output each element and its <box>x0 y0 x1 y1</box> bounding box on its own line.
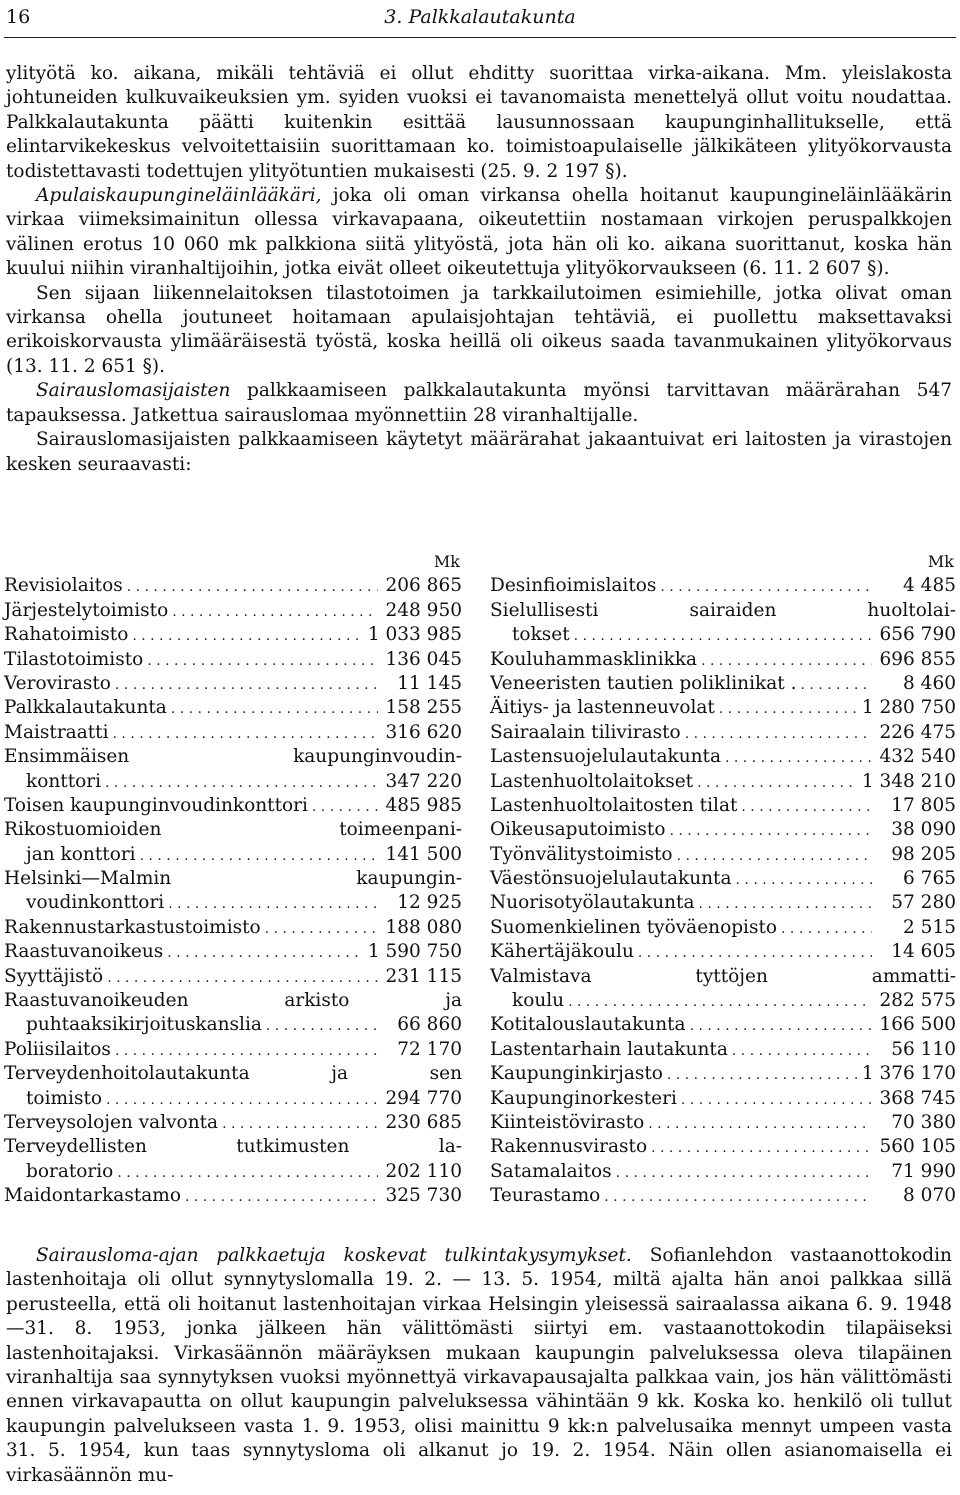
leader-dots <box>616 1161 872 1185</box>
row-value: 432 540 <box>879 746 956 768</box>
row-label: Kiinteistövirasto <box>490 1111 645 1133</box>
row-label: Kouluhammasklinikka <box>490 648 698 670</box>
currency-header: Mk <box>927 552 954 571</box>
row-value: 38 090 <box>891 819 956 841</box>
leader-dots <box>667 1063 858 1087</box>
leader-dots <box>699 892 873 916</box>
table-row <box>490 916 956 940</box>
leader-dots <box>669 819 872 843</box>
row-value: 158 255 <box>385 697 462 719</box>
row-label: Verovirasto <box>4 672 111 694</box>
leader-dots <box>172 600 378 624</box>
row-label: Poliisilaitos <box>4 1038 111 1060</box>
header-rule <box>4 37 956 38</box>
row-value: 4 485 <box>903 575 956 597</box>
leader-dots <box>115 673 378 697</box>
table-row <box>4 623 462 647</box>
row-label: Revisiolaitos <box>4 575 123 597</box>
row-label: Kotitalouslautakunta <box>490 1014 686 1036</box>
paragraph-rest: joka oli oman virkansa ohella hoitanut kaupungineläinlääkärin virkaa viimeksimainitun ollessa virkavapaana, oikeutettiin nostamaan virkojen peruspalkkojen välinen erotus 10 060 mk palkkiona siitä ylityöstä, jota hän oli ko. aikana suorittanut, koska hän kuului niihin viranhaltijoihin, jotka eivät olleet oikeutettuja ylityökorvaukseen (6. 11. 2 607 §). <box>6 185 952 280</box>
table-row <box>4 1038 462 1062</box>
row-value: 1 280 750 <box>861 697 956 719</box>
table-row <box>490 1087 956 1111</box>
leader-dots <box>651 1136 872 1160</box>
row-label: Raastuvanoikeus <box>4 941 164 963</box>
currency-header: Mk <box>433 552 460 571</box>
table-row <box>4 672 462 696</box>
row-value: 294 770 <box>385 1087 462 1109</box>
table-row <box>4 1184 462 1208</box>
table-row <box>4 940 462 964</box>
leader-dots <box>800 673 872 697</box>
table-row <box>490 891 956 915</box>
row-label: Väestönsuojelulautakunta <box>490 868 732 890</box>
row-label: Teurastamo <box>490 1185 601 1207</box>
table-row <box>490 794 956 818</box>
row-value: 1 376 170 <box>861 1063 956 1085</box>
leader-dots <box>140 844 378 868</box>
row-value: 12 925 <box>397 892 462 914</box>
table-row <box>4 867 462 916</box>
table-row <box>490 940 956 964</box>
row-value: 70 380 <box>891 1111 956 1133</box>
row-label: Helsinki—Malmin kaupungin- <box>4 868 462 890</box>
row-value: 231 115 <box>385 965 462 987</box>
row-value: 6 765 <box>903 868 956 890</box>
table-row <box>4 1062 462 1111</box>
leader-dots <box>732 1039 872 1063</box>
leader-dots <box>725 746 872 770</box>
paragraph-rest: palkkaamiseen palkkalautakunta myönsi tarvittavan määrärahan 547 tapauksessa. Jatkettua sairauslomaa myönnettiin 28 viranhaltijalle. <box>6 380 952 426</box>
paragraph-rest: Sofianlehdon vastaanottokodin lastenhoitaja oli ollut synnytyslomalla 19. 2. — 13. 5. 1954, miltä ajalta hän anoi palkkaa sillä perusteella, että oli hoitanut lastenhoitajan virkaa Helsingin yleisessä sairaalassa aikana 6. 9. 1948—31. 8. 1953, jonka jälkeen hän välittömästi siirtyi em. vastaanottokodin tilapäiseksi lastenhoitajaksi. Virkasäännön määräyksen mukaan kaupungin palveluksessa oleva tilapäinen viranhaltija saa synnytyksen vuoksi myönnettyä virkavapausajalta palkkaa vain, jos hän välittömästi ennen virkavapautta on ollut kaupungin palveluksessa vähintään 9 kk. Koska ko. henkilö oli tullut kaupungin palvelukseen vasta 1. 9. 1953, olisi mainittu 9 kk:n palvelusaika mennyt umpeen vasta 31. 5. 1954, kun taas synnytysloma oli alkanut jo 19. 2. 1954. Näin ollen asianomaisella ei virkasäännön mu- <box>6 1245 952 1486</box>
table-row <box>4 1111 462 1135</box>
row-label: Ensimmäisen kaupunginvoudin- <box>4 746 462 768</box>
table-row <box>4 599 462 623</box>
row-value: 282 575 <box>879 990 956 1012</box>
leader-dots <box>117 1161 378 1185</box>
row-value: 325 730 <box>385 1185 462 1207</box>
leader-dots <box>312 795 378 819</box>
row-label: Kaupunginorkesteri <box>490 1087 677 1109</box>
row-label: Lastenhuoltolaitokset <box>490 770 694 792</box>
row-label: Työnvälitystoimisto <box>490 843 673 865</box>
row-value: 136 045 <box>385 648 462 670</box>
row-label: Sairaalain tilivirasto <box>490 721 681 743</box>
table-row <box>490 721 956 745</box>
right-rows <box>490 574 956 1208</box>
table-row <box>490 696 956 720</box>
leader-dots <box>681 1088 872 1112</box>
leader-dots <box>677 844 872 868</box>
row-label: Lastensuojelulautakunta <box>490 746 721 768</box>
row-value: 72 170 <box>397 1038 462 1060</box>
left-rows <box>4 574 462 1208</box>
row-value: 2 515 <box>903 916 956 938</box>
table-row <box>490 672 956 696</box>
row-label: Terveydenhoitolautakunta ja sen <box>4 1063 462 1085</box>
row-value: 14 605 <box>891 941 956 963</box>
leader-dots <box>113 722 378 746</box>
leader-dots <box>185 1185 378 1209</box>
leader-dots <box>741 795 872 819</box>
table-row <box>490 770 956 794</box>
row-value: 56 110 <box>891 1038 956 1060</box>
row-label: Toisen kaupunginvoudinkonttori <box>4 794 308 816</box>
leader-dots <box>106 1088 378 1112</box>
row-label: Terveydellisten tutkimusten la- <box>4 1136 462 1158</box>
row-value: 560 105 <box>879 1136 956 1158</box>
leader-dots <box>147 649 378 673</box>
paragraph-veterinarian <box>6 184 952 282</box>
row-label: Veneeristen tautien poliklinikat . <box>490 672 797 694</box>
leader-dots <box>167 941 364 965</box>
leader-dots <box>265 917 378 941</box>
row-label: Lastenhuoltolaitosten tilat <box>490 794 738 816</box>
table-row <box>490 1062 956 1086</box>
row-value: 316 620 <box>385 721 462 743</box>
row-label: Järjestelytoimisto <box>4 599 169 621</box>
row-label: Rakennusvirasto <box>490 1136 648 1158</box>
row-value: 206 865 <box>385 575 462 597</box>
leader-dots <box>171 697 378 721</box>
row-label: Rahatoimisto <box>4 624 129 646</box>
row-value: 226 475 <box>879 721 956 743</box>
paragraph-lead: Apulaiskaupungineläinlääkäri, <box>36 185 322 207</box>
row-value: 8 460 <box>903 672 956 694</box>
row-value: 8 070 <box>903 1185 956 1207</box>
row-value: 696 855 <box>879 648 956 670</box>
row-label: Tilastotoimisto <box>4 648 144 670</box>
leader-dots <box>105 771 378 795</box>
table-row <box>4 989 462 1038</box>
row-value: 141 500 <box>385 843 462 865</box>
table-row <box>490 599 956 648</box>
leader-dots <box>781 917 872 941</box>
row-label: Satamalaitos <box>490 1160 612 1182</box>
row-label: tokset <box>512 624 570 646</box>
row-label: Oikeusaputoimisto <box>490 819 666 841</box>
leader-dots <box>604 1185 872 1209</box>
row-label: Maistraatti <box>4 721 109 743</box>
paragraph-lead: Sairausloma-ajan palkkaetuja koskevat tulkintakysymykset. <box>36 1245 632 1266</box>
row-value: 1 348 210 <box>861 770 956 792</box>
row-label: konttori <box>26 770 102 792</box>
row-label: Raastuvanoikeuden arkisto ja <box>4 990 462 1012</box>
row-label: Kaupunginkirjasto <box>490 1063 663 1085</box>
table-row <box>4 818 462 867</box>
paragraph-sick-leave-interpretation <box>6 1244 952 1488</box>
row-label: Äitiys- ja lastenneuvolat <box>490 697 715 719</box>
table-row <box>490 867 956 891</box>
table-row <box>490 1111 956 1135</box>
leader-dots <box>690 1014 872 1038</box>
row-label: boratorio <box>26 1160 114 1182</box>
page-header <box>0 0 960 38</box>
leader-dots <box>132 624 364 648</box>
row-value: 57 280 <box>891 892 956 914</box>
row-value: 188 080 <box>385 916 462 938</box>
leader-dots <box>685 722 872 746</box>
table-row <box>4 648 462 672</box>
body-text <box>6 62 952 477</box>
table-row <box>490 1013 956 1037</box>
leader-dots <box>701 649 872 673</box>
table-row <box>490 818 956 842</box>
leader-dots <box>127 575 378 599</box>
table-row <box>490 745 956 769</box>
paragraph-distribution-intro: Sairauslomasijaisten palkkaamiseen käytetyt määrärahat jakaantuivat eri laitosten ja virastojen kesken seuraavasti: <box>6 429 952 475</box>
row-label: Desinfioimislaitos <box>490 575 657 597</box>
row-value: 656 790 <box>879 624 956 646</box>
table-row <box>4 794 462 818</box>
table-column-right <box>490 550 956 1209</box>
row-value: 202 110 <box>385 1160 462 1182</box>
row-label: Suomenkielinen työväenopisto <box>490 916 778 938</box>
row-label: Sielullisesti sairaiden huoltolai- <box>490 599 956 621</box>
row-label: Rikostuomioiden toimeenpani- <box>4 819 462 841</box>
leader-dots <box>660 575 872 599</box>
leader-dots <box>266 1014 378 1038</box>
table-column-left <box>4 550 462 1209</box>
row-value: 248 950 <box>385 599 462 621</box>
table-row <box>490 1160 956 1184</box>
table-row <box>4 721 462 745</box>
table-row <box>4 574 462 598</box>
row-label: toimisto <box>26 1087 103 1109</box>
table-row <box>4 696 462 720</box>
row-label: koulu <box>512 990 565 1012</box>
table-row <box>490 648 956 672</box>
row-value: 17 805 <box>891 794 956 816</box>
bottom-text <box>6 1244 952 1488</box>
leader-dots <box>222 1112 378 1136</box>
table-row <box>490 843 956 867</box>
leader-dots <box>719 697 858 721</box>
row-value: 71 990 <box>891 1160 956 1182</box>
row-label: jan konttori <box>26 843 136 865</box>
leader-dots <box>648 1112 872 1136</box>
table-row <box>490 1184 956 1208</box>
row-label: Valmistava tyttöjen ammatti- <box>490 965 956 987</box>
row-value: 166 500 <box>879 1014 956 1036</box>
row-value: 1 033 985 <box>367 624 462 646</box>
leader-dots <box>107 966 378 990</box>
row-value: 66 860 <box>397 1014 462 1036</box>
row-value: 1 590 750 <box>367 941 462 963</box>
running-title: 3. Palkkalautakunta <box>384 6 576 28</box>
leader-dots <box>574 624 872 648</box>
row-label: voudinkonttori <box>26 892 165 914</box>
row-label: Syyttäjistö <box>4 965 104 987</box>
leader-dots <box>697 771 858 795</box>
leader-dots <box>168 892 378 916</box>
leader-dots <box>736 868 872 892</box>
row-label: Lastentarhain lautakunta <box>490 1038 728 1060</box>
leader-dots <box>568 990 872 1014</box>
row-label: Kähertäjäkoulu <box>490 941 634 963</box>
table-row <box>490 965 956 1014</box>
table-row <box>490 1135 956 1159</box>
row-value: 11 145 <box>397 672 462 694</box>
leader-dots <box>115 1039 378 1063</box>
table-row <box>4 745 462 794</box>
table-row <box>4 965 462 989</box>
paragraph-substitutes <box>6 379 952 428</box>
table-row <box>4 1135 462 1184</box>
row-label: Maidontarkastamo <box>4 1185 181 1207</box>
paragraph-overtime: ylityötä ko. aikana, mikäli tehtäviä ei ollut ehditty suorittaa virka-aikana. Mm. yleislakosta johtuneiden kulkuvaikeuksien ym. syiden vuoksi ei tavanomaista menettelyä ollut voitu noudattaa. Palkkalautakunta päätti kuitenkin esittää lausunnossaan kaupunginhallitukselle, että elintarvikekeskus velvoitettaisiin suorittamaan ko. toimistoapulaiselle jälkikäteen ylityökorvausta todistettavasti todettujen ylityötuntien mukaisesti (25. 9. 2 197 §). <box>6 63 952 182</box>
row-label: Terveysolojen valvonta <box>4 1111 219 1133</box>
table-row <box>4 916 462 940</box>
row-value: 230 685 <box>385 1111 462 1133</box>
paragraph-lead: Sairauslomasijaisten <box>36 380 231 402</box>
row-value: 347 220 <box>385 770 462 792</box>
row-label: Palkkalautakunta <box>4 697 167 719</box>
paragraph-traffic: Sen sijaan liikennelaitoksen tilastotoimen ja tarkkailutoimen esimiehille, jotka olivat oman virkansa ohella joutuneet hoitamaan apulaisjohtajan tehtäviä, ei puollettu maksettavaksi erikoiskorvausta ylimääräisestä työstä, koska heillä oli oikeus saada tavanmukainen ylityökorvaus (13. 11. 2 651 §). <box>6 282 952 377</box>
row-value: 368 745 <box>879 1087 956 1109</box>
row-value: 98 205 <box>891 843 956 865</box>
table-row <box>490 574 956 598</box>
row-label: puhtaaksikirjoituskanslia <box>26 1014 262 1036</box>
row-label: Rakennustarkastustoimisto <box>4 916 261 938</box>
row-value: 485 985 <box>385 794 462 816</box>
page-number: 16 <box>6 6 31 28</box>
table-row <box>490 1038 956 1062</box>
leader-dots <box>638 941 872 965</box>
row-label: Nuorisotyölautakunta <box>490 892 695 914</box>
